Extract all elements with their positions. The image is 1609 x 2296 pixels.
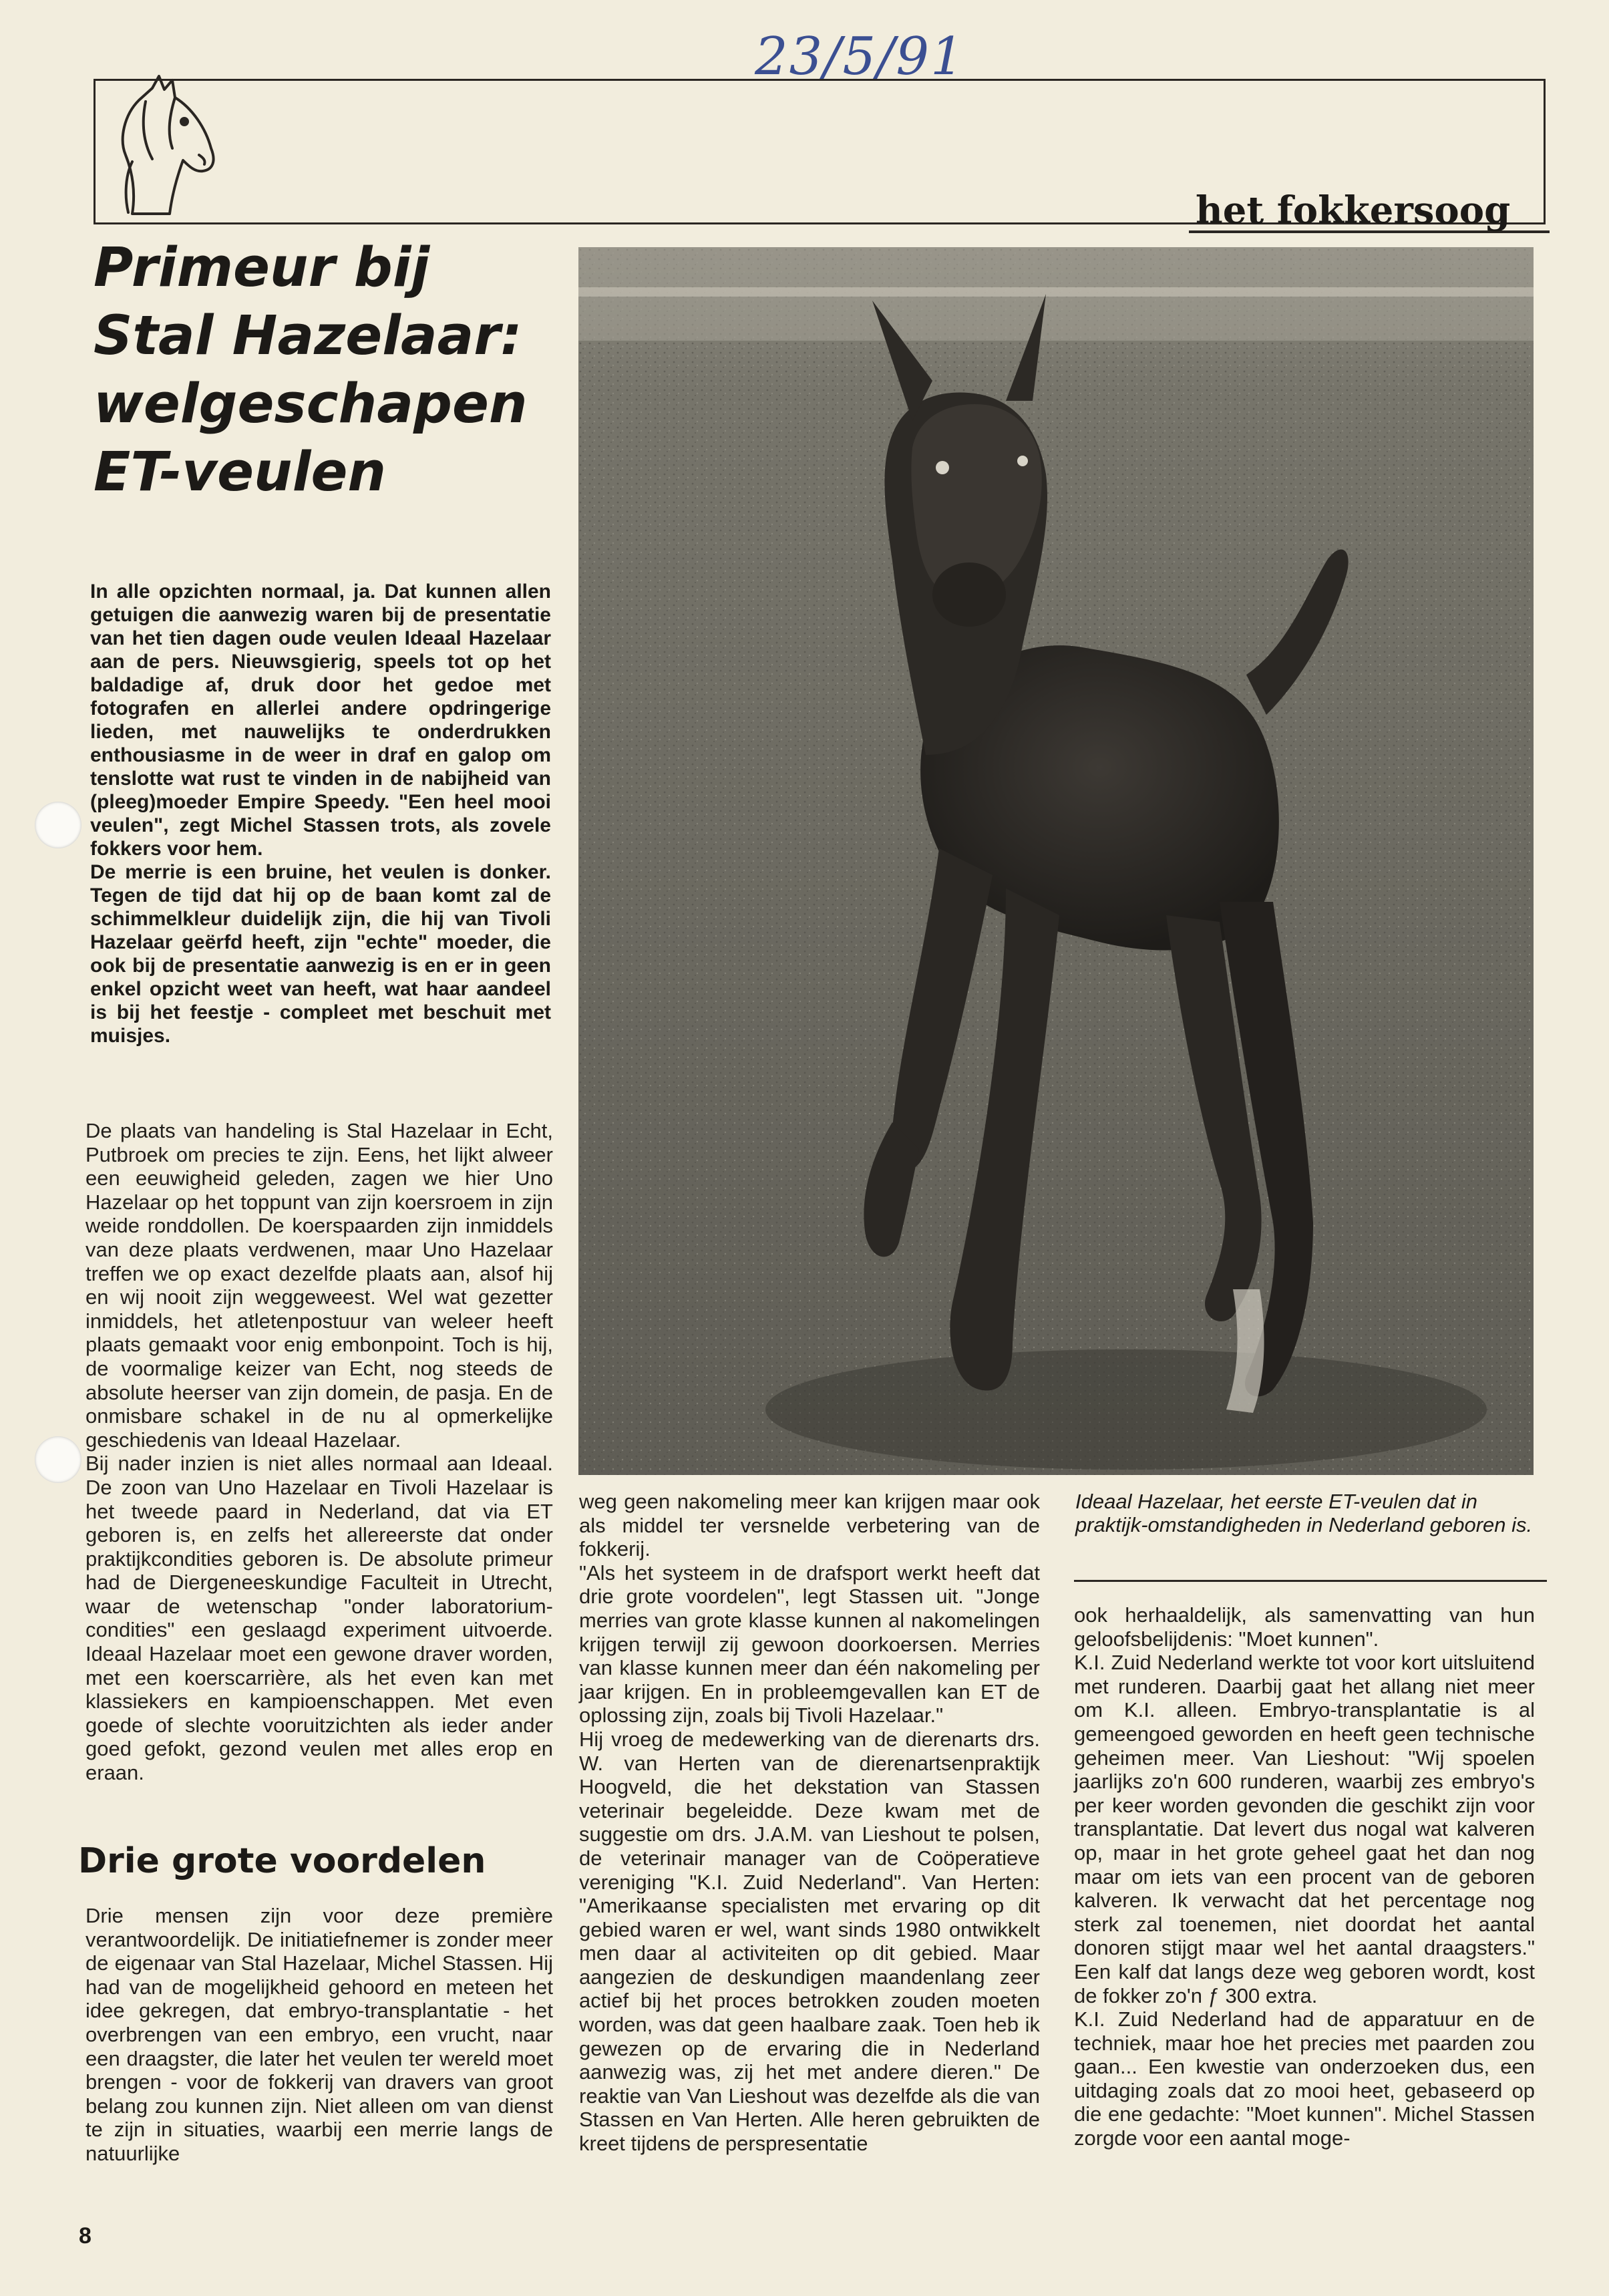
intro-paragraph: De merrie is een bruine, het veulen is donker. Tegen de tijd dat hij op de baan komt zal de schimmelkleur duidelijk zijn, die hij van Tivoli Hazelaar geërfd heeft, zijn "echte" moeder, die ook bij de presentatie aanwezig is en er in geen enkel opzicht weet van heeft, wat haar aandeel is bij het feestje - compleet met beschuit met muisjes. bbox=[90, 861, 551, 1047]
body-column-left bbox=[85, 1119, 553, 1785]
body-column-right bbox=[1074, 1603, 1535, 2150]
body-paragraph: Bij nader inzien is niet alles normaal aan Ideaal. De zoon van Uno Hazelaar en Tivoli Hazelaar is het tweede paard in Nederland, dat via ET geboren is, en zelfs het allereerste dat onder praktijkcondities geboren is. De absolute primeur had de Diergeneeskundige Faculteit in Utrecht, waar de wetenschap "onder laboratorium-condities" een geslaagd experiment uitvoerde. Ideaal Hazelaar moet een gewone draver worden, met een koerscarrière, als het even kan met klassiekers en kampioenschappen. Met even goede of slechte vooruitzichten als ieder ander goed gefokt, gezond veulen met alles erop en eraan. bbox=[85, 1452, 553, 1785]
foal-photo bbox=[578, 247, 1534, 1475]
body-paragraph: De plaats van handeling is Stal Hazelaar in Echt, Putbroek om precies te zijn. Eens, het lijkt alweer een eeuwigheid geleden, zagen we hier Uno Hazelaar op het toppunt van zijn koersroem in zijn weide ronddollen. De koerspaarden zijn inmiddels van deze plaats verdwenen, maar Uno Hazelaar treffen we op exact dezelfde plaats aan, alsof hij en wij nooit zijn weggeweest. Wel wat gezetter inmiddels, het atletenpostuur van weleer heeft plaats gemaakt voor enig embonpoint. Toch is hij, de voormalige keizer van Echt, nog steeds de absolute heerser van zijn domein, de pasja. En de onmisbare schakel in de nu al opmerkelijke geschiedenis van Ideaal Hazelaar. bbox=[85, 1119, 553, 1452]
page-number: 8 bbox=[79, 2223, 92, 2249]
headline-line: welgeschapen bbox=[94, 373, 528, 436]
body-paragraph: K.I. Zuid Nederland werkte tot voor kort uitsluitend met runderen. Daarbij gaat het allang niet meer om K.I. alleen. Embryo-transplantatie is al gemeengoed geworden en heeft geen technische geheimen meer. Van Lieshout: "Wij spoelen jaarlijks zo'n 600 runderen, waarbij zes embryo's per keer worden gevonden die geschikt zijn voor transplantatie. Dat levert dus nogal wat kalveren op, maar in het grote geheel gaat het dan nog maar om iets van een procent van de geboren kalveren. Ik verwacht dat het percentage nog sterk zal toenemen, niet doordat het aantal donoren stijgt maar wel het aantal draagsters." Een kalf dat langs deze weg geboren wordt, kost de fokker zo'n ƒ 300 extra. bbox=[1074, 1651, 1535, 2007]
body-paragraph: K.I. Zuid Nederland had de apparatuur en de techniek, maar hoe het precies met paarden zou gaan... Een kwestie van onderzoeken dus, een uitdaging zoals dat zo mooi heet, gebaseerd op die ene gedachte: "Moet kunnen". Michel Stassen zorgde voor een aantal moge- bbox=[1074, 2007, 1535, 2150]
article-headline bbox=[94, 234, 574, 506]
horse-head-logo-icon bbox=[106, 75, 232, 222]
body-column-middle bbox=[579, 1490, 1040, 2156]
handwritten-date: 23/5/91 bbox=[755, 27, 965, 87]
body-column-left-continued bbox=[85, 1904, 553, 2166]
body-paragraph: Hij vroeg de medewerking van de dierenarts drs. W. van Herten van de dierenartsenpraktijk Hoogveld, die het dekstation van Stassen veterinair begeleidde. Deze kwam met de suggestie om drs. J.A.M. van Lieshout te polsen, de veterinair manager van de Coöperatieve vereniging "K.I. Zuid Nederland". Van Herten: "Amerikaanse specialisten met ervaring op dit gebied waren er wel, want sinds 1980 ontwikkelt men daar al activiteiten op dit gebied. Maar aangezien de deskundigen maandenlang zeer actief bij het proces betrokken zouden moeten worden, was dat geen haalbare zaak. Toen heb ik gewezen op de ervaring die in Nederland aanwezig was, zij het met andere dieren." De reaktie van Van Lieshout was dezelfde als die van Stassen en Van Herten. Alle heren gebruikten de kreet tijdens de perspresentatie bbox=[579, 1727, 1040, 2156]
punch-hole bbox=[35, 802, 81, 848]
section-subheading: Drie grote voordelen bbox=[78, 1841, 486, 1881]
body-paragraph: ook herhaaldelijk, als samenvatting van hun geloofsbelijdenis: "Moet kunnen". bbox=[1074, 1603, 1535, 1651]
photo-caption: Ideaal Hazelaar, het eerste ET-veulen dat in praktijk-omstandigheden in Nederland geboren is. bbox=[1075, 1490, 1533, 1536]
body-paragraph: "Als het systeem in de drafsport werkt heeft dat drie grote voordelen", legt Stassen uit. "Jonge merries van grote klasse kunnen al nakomelingen krijgen terwijl zij gewoon doorkoersen. Merries van klasse kunnen meer dan één nakomeling per jaar krijgen. En in probleemgevallen kan ET de oplossing zijn, zoals bij Tivoli Hazelaar." bbox=[579, 1561, 1040, 1728]
punch-hole bbox=[35, 1436, 81, 1483]
body-paragraph: Drie mensen zijn voor deze première verantwoordelijk. De initiatiefnemer is zonder meer de eigenaar van Stal Hazelaar, Michel Stassen. Hij had van de mogelijkheid gehoord en meteen het idee gekregen, dat embryo-transplantatie - het overbrengen van een embryo, een vrucht, naar een draagster, die later het veulen ter wereld moet brengen - voor de fokkerij van dravers van groot belang zou kunnen zijn. Niet alleen om van dienst te zijn in situaties, waarbij een merrie langs de natuurlijke bbox=[85, 1904, 553, 2165]
headline-line: ET-veulen bbox=[94, 441, 387, 504]
caption-divider bbox=[1074, 1580, 1547, 1582]
intro-paragraph: In alle opzichten normaal, ja. Dat kunnen allen getuigen die aanwezig waren bij de presentatie van het tien dagen oude veulen Ideaal Hazelaar aan de pers. Nieuwsgierig, speels tot op het baldadige af, druk door het gedoe met fotografen en allerlei andere opdringerige lieden, met nauwelijks te onderdrukken enthousiasme in de weer in draf en galop om tenslotte wat rust te vinden in de nabijheid van (pleeg)moeder Empire Speedy. "Een heel mooi veulen", zegt Michel Stassen trots, als zovele fokkers voor hem. bbox=[90, 581, 551, 860]
body-paragraph: weg geen nakomeling meer kan krijgen maar ook als middel ter versnelde verbetering van de fokkerij. bbox=[579, 1490, 1040, 1561]
intro-block bbox=[90, 580, 551, 1047]
headline-line: Stal Hazelaar: bbox=[94, 305, 522, 367]
headline-line: Primeur bij bbox=[94, 236, 430, 299]
section-title: het fokkersoog bbox=[1196, 188, 1511, 232]
